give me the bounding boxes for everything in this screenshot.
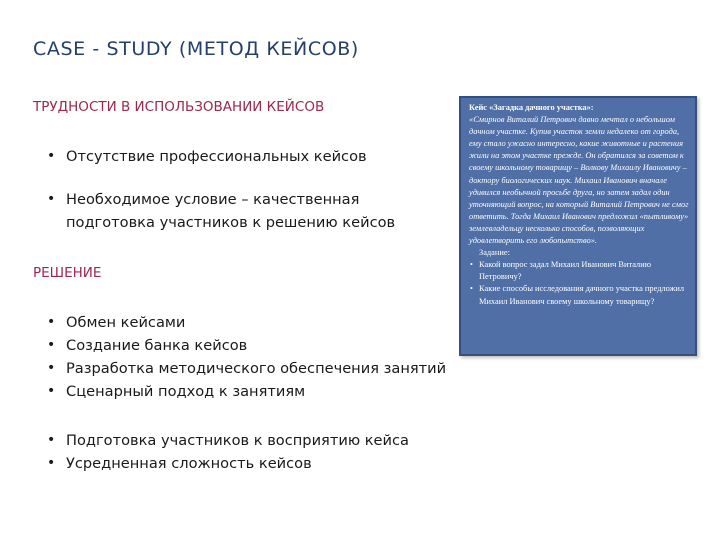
task-label: Задание: — [479, 248, 510, 258]
solution-list-2 — [0, 429, 409, 475]
difficulties-list-2 — [0, 188, 395, 234]
slide-title: CASE - STUDY (МЕТОД КЕЙСОВ) — [33, 38, 359, 60]
list-item: • Отсутствие профессиональных кейсов — [0, 145, 367, 168]
case-body: «Смирнов Виталий Петрович давно мечтал о небольшом дачном участке. Купив участок земли недалеко от города, ему стало ужасно интересно, какие животные и растения жили на этом участке прежде. Он обратился за советом к своему школьному товарищу – Волкову Михаилу Ивановичу – доктору биологических наук. Михаил Иванович вначале удивился необычной просьбе друга, но затем задал один уточняющий вопрос, на который Виталий Петрович не смог ответить. Тогда Михаил Иванович предложил «пытливому» землевладельцу несколько способов, позволяющих удовлетворить его любопытство». — [469, 115, 689, 246]
list-item-line: подготовка участников к решению кейсов — [66, 214, 396, 231]
list-item: • Усредненная сложность кейсов — [0, 452, 409, 475]
task-question: • Какой вопрос задал Михаил Иванович Виталию Петровичу? — [469, 259, 690, 283]
list-item: • Создание банка кейсов — [0, 334, 446, 357]
solution-list-1 — [0, 311, 446, 403]
list-item: • Разработка методического обеспечения занятий — [0, 357, 446, 380]
list-item-line: Необходимое условие – качественная — [66, 191, 360, 208]
task-question: • Какие способы исследования дачного участка предложил Михаил Иванович своему школьному товарищу? — [469, 283, 690, 307]
case-title: Кейс «Загадка дачного участка»: — [469, 103, 594, 112]
solution-heading: РЕШЕНИЕ — [33, 265, 102, 281]
list-item: • Подготовка участников к восприятию кейса — [0, 429, 409, 452]
difficulties-heading: ТРУДНОСТИ В ИСПОЛЬЗОВАНИИ КЕЙСОВ — [33, 99, 325, 115]
list-item — [0, 188, 395, 234]
list-item: • Обмен кейсами — [0, 311, 446, 334]
difficulties-list-1 — [0, 145, 367, 168]
case-study-box — [459, 96, 697, 356]
list-item: • Сценарный подход к занятиям — [0, 380, 446, 403]
